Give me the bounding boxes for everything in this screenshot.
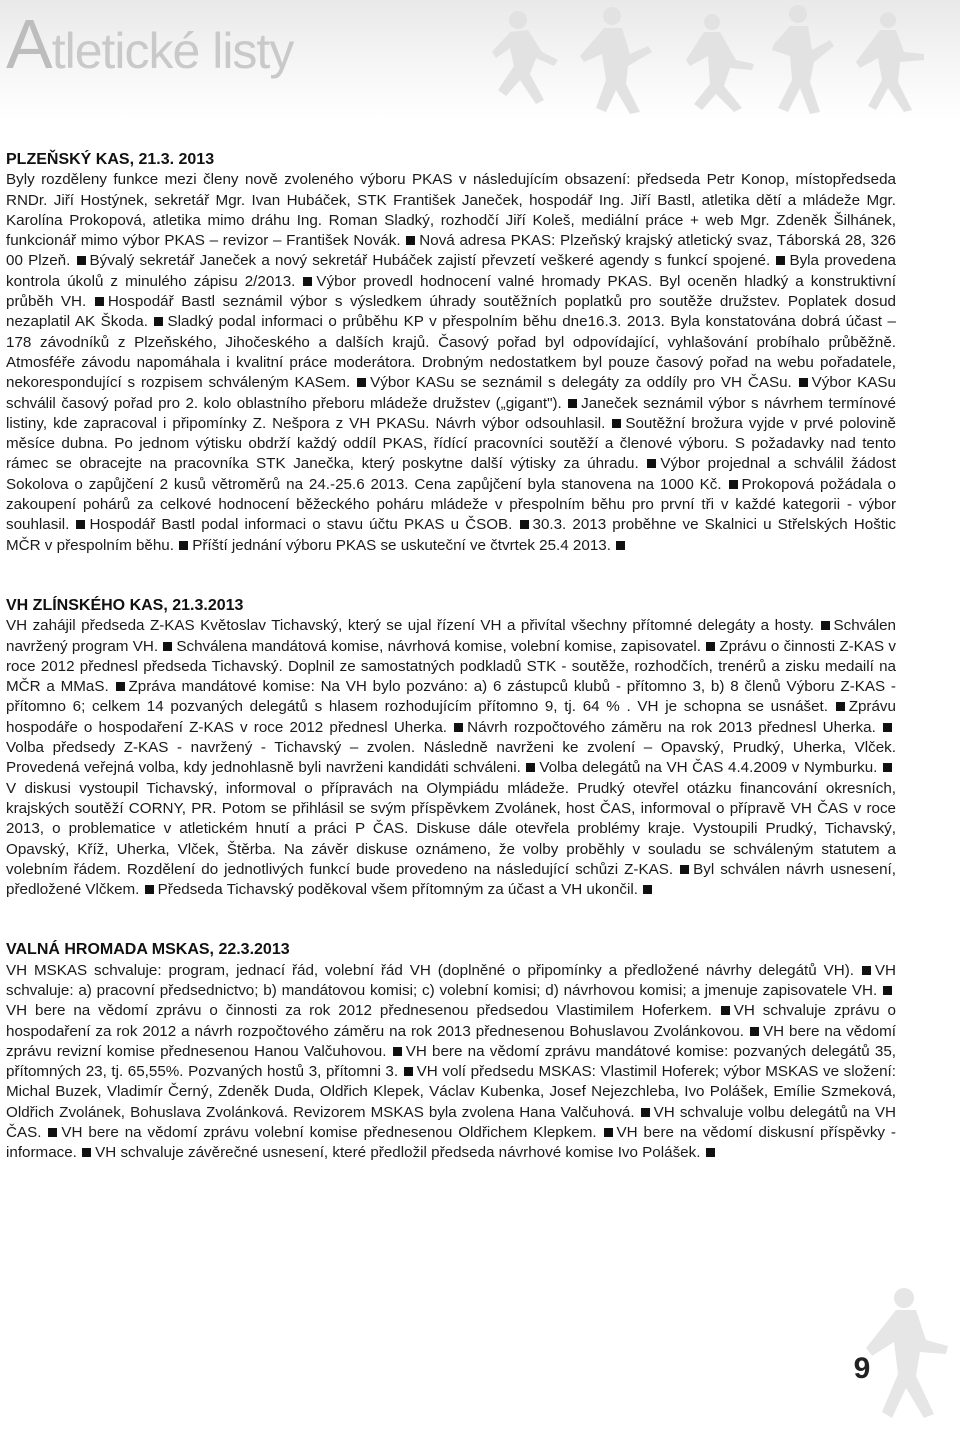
bullet-square-icon: [883, 763, 892, 772]
bullet-square-icon: [883, 986, 892, 995]
bullet-square-icon: [520, 520, 529, 529]
bullet-square-icon: [612, 419, 621, 428]
bullet-square-icon: [145, 885, 154, 894]
paragraph-item: Volba delegátů na VH ČAS 4.4.2009 v Nymburku.: [539, 759, 878, 777]
bullet-square-icon: [776, 256, 785, 265]
paragraph-item: VH schvaluje: a) pracovní předsednictvo; b) mandátovou komisi; c) volební komisi; d) návrhovou komisi; a jmenuje zapisovatele VH.: [6, 961, 896, 999]
bullet-square-icon: [568, 399, 577, 408]
bullet-square-icon: [163, 642, 172, 651]
paragraph-item: Zprávu o činnosti Z-KAS v roce 2012 přednesl předseda Tichavský. Doplnil ze samostatných podkladů STK - soutěže, rozhodčích, trenérů a zisku medailí na MČR a MMaS.: [6, 637, 896, 696]
paragraph-item: Nová adresa PKAS: Plzeňský krajský atletický svaz, Táborská 28, 326 00 Plzeň.: [6, 232, 896, 270]
bullet-square-icon: [706, 642, 715, 651]
article-body: [6, 150, 896, 1204]
athletes-silhouette-icon: [480, 0, 950, 118]
paragraph-item: Volba předsedy Z-KAS - navržený - Tichavský – zvolen. Následně navrženi ke zvolení – Opavský, Prudký, Uherka, Vlček. Provedená veřejná volba, kdy jednohlasně byli navrženi kandidáti schváleni.: [6, 739, 896, 777]
paragraph-item: Hospodář Bastl seznámil výbor s výsledkem úhrady soutěžních poplatků pro soutěže družstev. Poplatek dosud nezaplatil AK Škoda.: [6, 293, 896, 331]
paragraph-item: VH bere na vědomí zprávu volební komise přednesenou Oldřichem Klepkem.: [61, 1124, 597, 1142]
paragraph-item: Soutěžní brožura vyjde v prvé polovině měsíce dubna. Po jednom výtisku obdrží každý oddíl PKAS, řídící pracovníci soutěží a členové výboru. S požadavky nad tento rámec se obracejte na pracovníka STK Janečka, který poskytne další výtisky za úhradu.: [6, 414, 896, 473]
paragraph-item: V diskusi vystoupil Tichavský, informoval o přípravách na Olympiádu mládeže. Prudký otevřel otázku financování okresních, krajských soutěží CORNY, PR. Potom se přihlásil se svým příspěvkem Zvolánek, host ČAS, informoval o přípravě VH ČAS v roce 2013, o problematice v atletickém hnutí a práci P ČAS. Diskuse dále otevřela problémy kraje. Vystoupili Prudký, Tichavský, Opavský, Kříž, Uherka, Vlček, Štěrba. Na závěr diskuse oznámeno, že volby proběhly v souladu se schváleným statutem a volebním řádem. Rozdělení do jednotlivých funkcí bude provedeno na následující schůzi Z-KAS.: [6, 779, 896, 878]
bullet-square-icon: [883, 723, 892, 732]
paragraph-item: VH schvaluje volbu delegátů na VH ČAS.: [6, 1103, 896, 1142]
paragraph-item: Zprávu hospodáře o hospodaření Z-KAS v roce 2012 přednesl Uherka.: [6, 698, 896, 736]
paragraph-item: Janeček seznámil výbor s návrhem termínové listiny, kde zapracoval i připomínky Z. Nešpora z VH PKASu. Návrh výbor odsouhlasil.: [6, 394, 896, 432]
section-text: [6, 961, 896, 1164]
athletes-silhouette-graphic: [480, 0, 950, 118]
bullet-square-icon: [303, 277, 312, 286]
paragraph-item: VH zahájil předseda Z-KAS Květoslav Tichavský, který se ujal řízení VH a přivítal všechny přítomné delegáty a hosty.: [6, 617, 815, 635]
paragraph-item: Bývalý sekretář Janeček a nový sekretář Hubáček zajistí převzetí veškeré agendy s funkcí spojené.: [89, 252, 771, 270]
bullet-square-icon: [729, 480, 738, 489]
paragraph-item: Byla provedena kontrola úkolů z minulého zápisu 2/2013.: [6, 252, 896, 290]
bullet-square-icon: [393, 1047, 402, 1056]
section-text: [6, 616, 896, 900]
paragraph-item: VH bere na vědomí zprávu mandátové komise: pozvaných delegátů 35, přítomných 23, tj. 65,55%. Pozvaných hostů 3, přítomni 3.: [6, 1042, 896, 1081]
bullet-square-icon: [154, 317, 163, 326]
paragraph-item: Výbor KASu schválil časový pořad pro 2. kolo oblastního přeboru mládeže družstev („gigant").: [6, 374, 896, 412]
paragraph-item: Byl schválen návrh usnesení, předložené Vlčkem.: [6, 860, 896, 899]
page-number: 9: [853, 1352, 871, 1385]
publication-title: [6, 5, 294, 83]
bullet-square-icon: [604, 1128, 613, 1137]
bullet-square-icon: [647, 459, 656, 468]
bullet-square-icon: [406, 236, 415, 245]
paragraph-item: Návrh rozpočtového záměru na rok 2013 přednesl Uherka.: [467, 718, 876, 736]
bullet-square-icon: [454, 723, 463, 732]
paragraph-item: VH bere na vědomí zprávu revizní komise přednesenou Hanou Valčuhovou.: [6, 1022, 897, 1060]
section-vh-zlinskeho-kas: [6, 596, 896, 900]
paragraph-item: VH MSKAS schvaluje: program, jednací řád, volební řád VH (doplněné o připomínky a předložené návrhy delegátů VH).: [6, 961, 854, 979]
bullet-square-icon: [76, 520, 85, 529]
publication-title-rest: tletické listy: [51, 23, 294, 79]
paragraph-item: VH bere na vědomí diskusní příspěvky - informace.: [6, 1124, 896, 1162]
bullet-square-icon: [95, 297, 104, 306]
section-title: PLZEŇSKÝ KAS, 21.3. 2013: [6, 151, 215, 168]
paragraph-item: Sladký podal informaci o průběhu KP v přespolním běhu dne16.3. 2013. Byla konstatována dobrá účast – 178 závodníků z Plzeňského, Jihočeského a dalších krajů. Časový pořad byl odpovídající, vyhlašování probíhalo průběžně. Atmosféře závodu napomáhala i kvalitní práce moderátora. Drobným nedostatkem byl pouze časový pořad na webu pořadatele, nekorespondující s rozpisem schváleným KASem.: [6, 313, 896, 392]
page-header: [0, 0, 960, 120]
section-valna-hromada-mskas: [6, 940, 896, 1163]
paragraph-item: VH bere na vědomí zprávu o činnosti za rok 2012 přednesenou předsedou Vlastimilem Hoferkem.: [6, 1002, 712, 1020]
paragraph-item: Příští jednání výboru PKAS se uskuteční ve čtvrtek 25.4 2013.: [192, 536, 611, 554]
bullet-square-icon: [643, 885, 652, 894]
paragraph-item: Byly rozděleny funkce mezi členy nově zvoleného výboru PKAS v následujícím obsazení: předseda Petr Konop, místopředseda RNDr. Jiří Hostýnek, sekretář Mgr. Ivan Hubáček, STK František Janeček, hospodář Ing. Jiří Bastl, atletika dětí a mládeže Mgr. Karolína Prokopová, atletika mimo dráhu Ing. Roman Sladký, rozhodčí Jiří Koleš, mediální práce + web Mgr. Zdeněk Šilhánek, funkcionář mimo výbor PKAS – revizor – František Novák.: [6, 171, 896, 250]
paragraph-item: VH schvaluje závěrečné usnesení, které předložil předseda návrhové komise Ivo Polášek.: [95, 1144, 701, 1162]
bullet-square-icon: [48, 1128, 57, 1137]
paragraph-item: Předseda Tichavský poděkoval všem přítomným za účast a VH ukončil.: [157, 881, 638, 899]
bullet-square-icon: [179, 541, 188, 550]
paragraph-item: Hospodář Bastl podal informaci o stavu účtu PKAS u ČSOB.: [89, 516, 513, 534]
paragraph-item: VH volí předsedu MSKAS: Vlastimil Hoferek; výbor MSKAS ve složení: Michal Buzek, Vladimír Černý, Zdeněk Duda, Oldřich Klepek, Václav Kubenka, Josef Nejezchleba, Ivo Polášek, Emílie Szmeková, Oldřich Zvolánek, Bohuslava Zvolánková. Revizorem MSKAS byla zvolena Hana Valčuhová.: [6, 1063, 896, 1121]
paragraph-item: Prokopová požádala o zakoupení pohárů za celkové hodnocení běžeckého poháru mládeže v přespolním běhu pro první tři v každé kategorii - výbor souhlasil.: [6, 475, 896, 534]
paragraph-item: Zpráva mandátové komise: Na VH bylo pozváno: a) 6 zástupců klubů - přítomno 3, b) 8 členů Výboru Z-KAS - přítomno 6; celkem 14 pozvaných delegátů s hlasem rozhodujícím přítomno 9, tj. 64 % . VH je schopna se usnášet.: [6, 678, 896, 716]
bullet-square-icon: [77, 256, 86, 265]
bullet-square-icon: [680, 865, 689, 874]
paragraph-item: Výbor KASu se seznámil s delegáty za oddíly pro VH ČASu.: [370, 374, 792, 392]
bullet-square-icon: [357, 378, 366, 387]
bullet-square-icon: [799, 378, 808, 387]
bullet-square-icon: [750, 1027, 759, 1036]
bullet-square-icon: [82, 1148, 91, 1157]
bullet-square-icon: [116, 682, 125, 691]
bullet-square-icon: [721, 1006, 730, 1015]
bullet-square-icon: [836, 702, 845, 711]
paragraph-item: Schválena mandátová komise, návrhová komise, volební komise, zapisovatel.: [176, 637, 702, 655]
section-plzensky-kas: [6, 150, 896, 556]
bullet-square-icon: [616, 541, 625, 550]
publication-title-initial: A: [6, 5, 52, 83]
bullet-square-icon: [862, 966, 871, 975]
bullet-square-icon: [526, 763, 535, 772]
bullet-square-icon: [404, 1067, 413, 1076]
section-text: [6, 170, 896, 556]
bullet-square-icon: [821, 621, 830, 630]
bullet-square-icon: [706, 1148, 715, 1157]
paragraph-item: Schválen navržený program VH.: [6, 617, 896, 655]
section-title: VALNÁ HROMADA MSKAS, 22.3.2013: [6, 941, 290, 959]
paragraph-item: VH schvaluje zprávu o hospodaření za rok 2012 a návrh rozpočtového záměru na rok 2013 přednesenou Bohuslavou Zvolánkovou.: [6, 1002, 896, 1040]
section-title: VH ZLÍNSKÉHO KAS, 21.3.2013: [6, 596, 244, 614]
paragraph-item: Výbor projednal a schválil žádost Sokolova o zapůjčení 2 kusů větroměrů na 24.-25.6 2013. Cena zapůjčení byla stanovena na 1000 Kč.: [6, 455, 896, 493]
paragraph-item: 30.3. 2013 proběhne ve Skalnici u Střelských Hoštic MČR v přespolním běhu.: [6, 516, 896, 554]
bullet-square-icon: [641, 1108, 650, 1117]
paragraph-item: Výbor provedl hodnocení valné hromady PKAS. Byl oceněn hladký a konstruktivní průběh VH.: [6, 272, 896, 311]
